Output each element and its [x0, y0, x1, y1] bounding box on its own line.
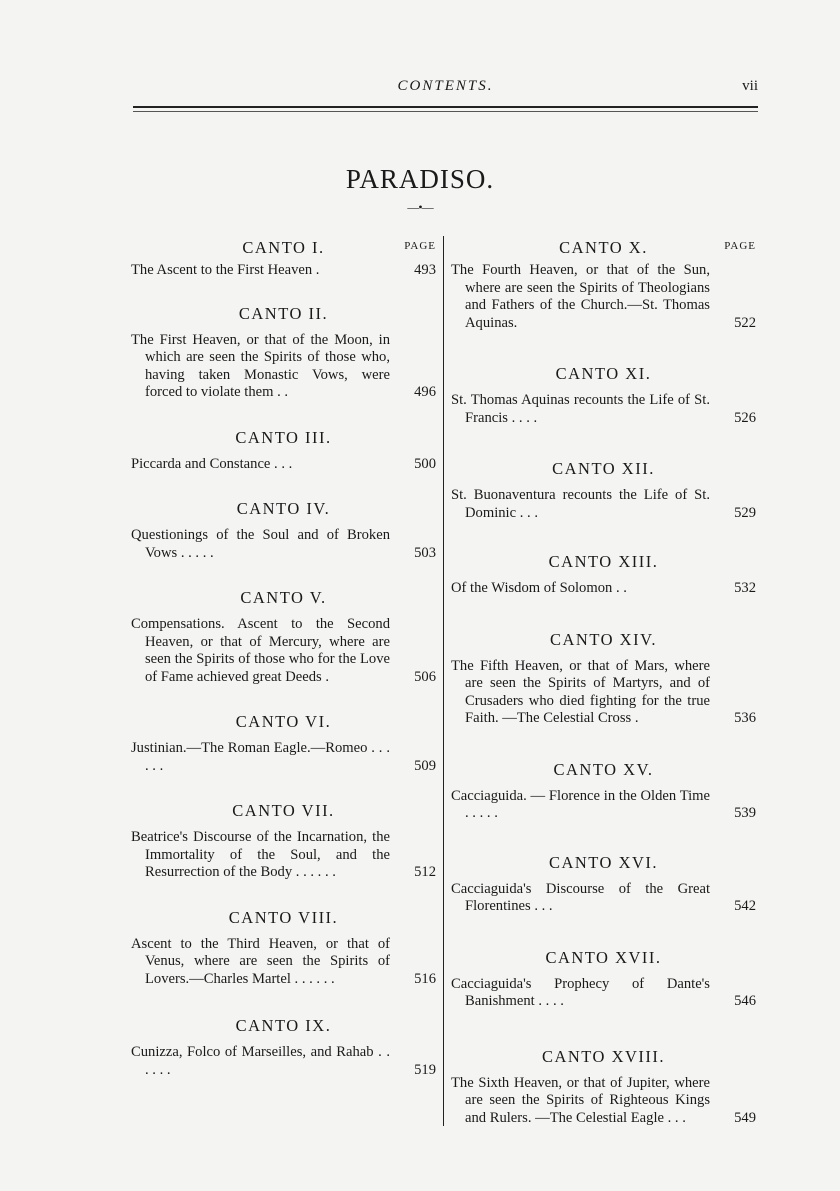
canto-heading: CANTO XIV. — [550, 629, 657, 649]
canto-heading: CANTO II. — [238, 303, 329, 323]
canto-heading: CANTO IV. — [236, 499, 331, 518]
header-rule — [133, 106, 758, 108]
canto-heading: CANTO VI. — [235, 712, 332, 731]
toc-entry — [451, 1045, 756, 1128]
toc-entry — [451, 946, 756, 1011]
page-reference: 512 — [414, 864, 436, 880]
toc-entry — [451, 457, 756, 522]
canto-heading: CANTO III. — [235, 427, 332, 447]
canto-description: The Fourth Heaven, or that of the Sun, where are seen the Spirits of Theologians and Fathers of the Church.—St. Thomas Aquinas. — [451, 262, 710, 331]
canto-description: Cacciaguida's Discourse of the Great Florentines . . . — [451, 880, 710, 914]
section-title: PARADISO. — [345, 164, 495, 194]
left-column — [131, 236, 436, 1079]
page-reference: 519 — [414, 1061, 436, 1078]
page-reference: 516 — [414, 970, 436, 987]
page-column-label: PAGE — [404, 240, 436, 252]
canto-description: St. Buonaventura recounts the Life of St. Dominic . . . — [451, 487, 710, 521]
toc-entry — [131, 906, 436, 989]
canto-description: Beatrice's Discourse of the Incarnation, the Immortality of the Soul, and the Resurrection of the Body . . . . . . — [131, 829, 390, 880]
page-reference: 536 — [734, 710, 756, 726]
page-reference: 546 — [734, 993, 756, 1009]
ornament-divider: —•— — [407, 200, 433, 214]
page-reference: 539 — [734, 805, 756, 821]
canto-heading: CANTO XVII. — [545, 947, 662, 967]
toc-entry — [131, 497, 436, 562]
canto-heading: CANTO VIII. — [228, 907, 339, 927]
page-reference: 549 — [734, 1109, 756, 1126]
canto-heading: CANTO XV. — [553, 759, 654, 779]
canto-description: Piccarda and Constance . . . — [131, 455, 293, 472]
canto-heading: CANTO XVI. — [548, 852, 659, 872]
running-head — [133, 78, 758, 100]
toc-entry — [131, 1014, 436, 1079]
page-column-label: PAGE — [724, 240, 756, 252]
toc-entry — [131, 426, 436, 474]
right-column — [451, 236, 756, 1127]
page-reference: 529 — [734, 504, 756, 521]
toc-entry — [451, 851, 756, 916]
canto-description: The Fifth Heaven, or that of Mars, where are seen the Spirits of Martyrs, and of Crusaders who died fighting for the true Faith. —The Celestial Cross . — [451, 657, 710, 726]
toc-entry — [451, 236, 756, 332]
canto-description: The Ascent to the First Heaven . — [131, 262, 320, 278]
page-reference: 503 — [414, 544, 436, 561]
toc-entry — [131, 710, 436, 775]
canto-heading: CANTO IX. — [235, 1016, 332, 1035]
column-divider — [443, 236, 444, 1126]
page-reference: 542 — [734, 898, 756, 914]
canto-description: Justinian.—The Roman Eagle.—Romeo . . . . . . — [131, 740, 390, 774]
page-reference: 526 — [734, 409, 756, 426]
toc-entry — [131, 799, 436, 882]
toc-entry — [451, 758, 756, 823]
canto-heading: CANTO XII. — [552, 459, 655, 478]
toc-entry — [451, 362, 756, 427]
canto-heading: CANTO X. — [559, 238, 648, 257]
page-reference: 522 — [734, 314, 756, 331]
canto-heading: CANTO V. — [240, 588, 327, 607]
page-reference: 496 — [414, 384, 436, 400]
page-reference: 506 — [414, 668, 436, 685]
canto-heading: CANTO I. — [242, 238, 325, 257]
toc-entry — [131, 302, 436, 402]
canto-description: St. Thomas Aquinas recounts the Life of St. Francis . . . . — [451, 392, 710, 426]
header-rule-thin — [133, 111, 758, 112]
canto-description: Cacciaguida. — Florence in the Olden Time . . . . . — [451, 787, 710, 821]
canto-description: Cacciaguida's Prophecy of Dante's Banishment . . . . — [451, 975, 710, 1009]
page-reference: 493 — [414, 262, 436, 278]
canto-description: Ascent to the Third Heaven, or that of Venus, where are seen the Spirits of Lovers.—Charles Martel . . . . . . — [131, 935, 390, 987]
canto-heading: CANTO XIII. — [548, 552, 659, 571]
canto-heading: CANTO XVIII. — [541, 1046, 666, 1066]
canto-description: The Sixth Heaven, or that of Jupiter, where are seen the Spirits of Righteous Kings and Rulers. —The Celestial Eagle . . . — [451, 1074, 710, 1126]
page-reference: 532 — [734, 580, 756, 596]
canto-description: Questionings of the Soul and of Broken Vows . . . . . — [131, 527, 390, 561]
canto-description: The First Heaven, or that of the Moon, in which are seen the Spirits of those who, having taken Monastic Vows, were forced to violate them . . — [131, 331, 390, 400]
toc-entry — [451, 550, 756, 598]
toc-entry — [131, 586, 436, 686]
running-title: CONTENTS. — [397, 78, 494, 94]
canto-heading: CANTO XI. — [555, 364, 652, 383]
toc-entry — [451, 628, 756, 728]
page-reference: 509 — [414, 757, 436, 774]
page-reference: 500 — [414, 455, 436, 472]
canto-description: Compensations. Ascent to the Second Heaven, or that of Mercury, where are seen the Spirits of those who for the Love of Fame achieved great Deeds . — [131, 616, 390, 685]
canto-description: Of the Wisdom of Solomon . . — [451, 580, 627, 596]
canto-description: Cunizza, Folco of Marseilles, and Rahab . . . . . . — [131, 1044, 390, 1078]
page-number: vii — [742, 78, 758, 94]
toc-entry — [131, 236, 436, 280]
canto-heading: CANTO VII. — [232, 801, 335, 820]
